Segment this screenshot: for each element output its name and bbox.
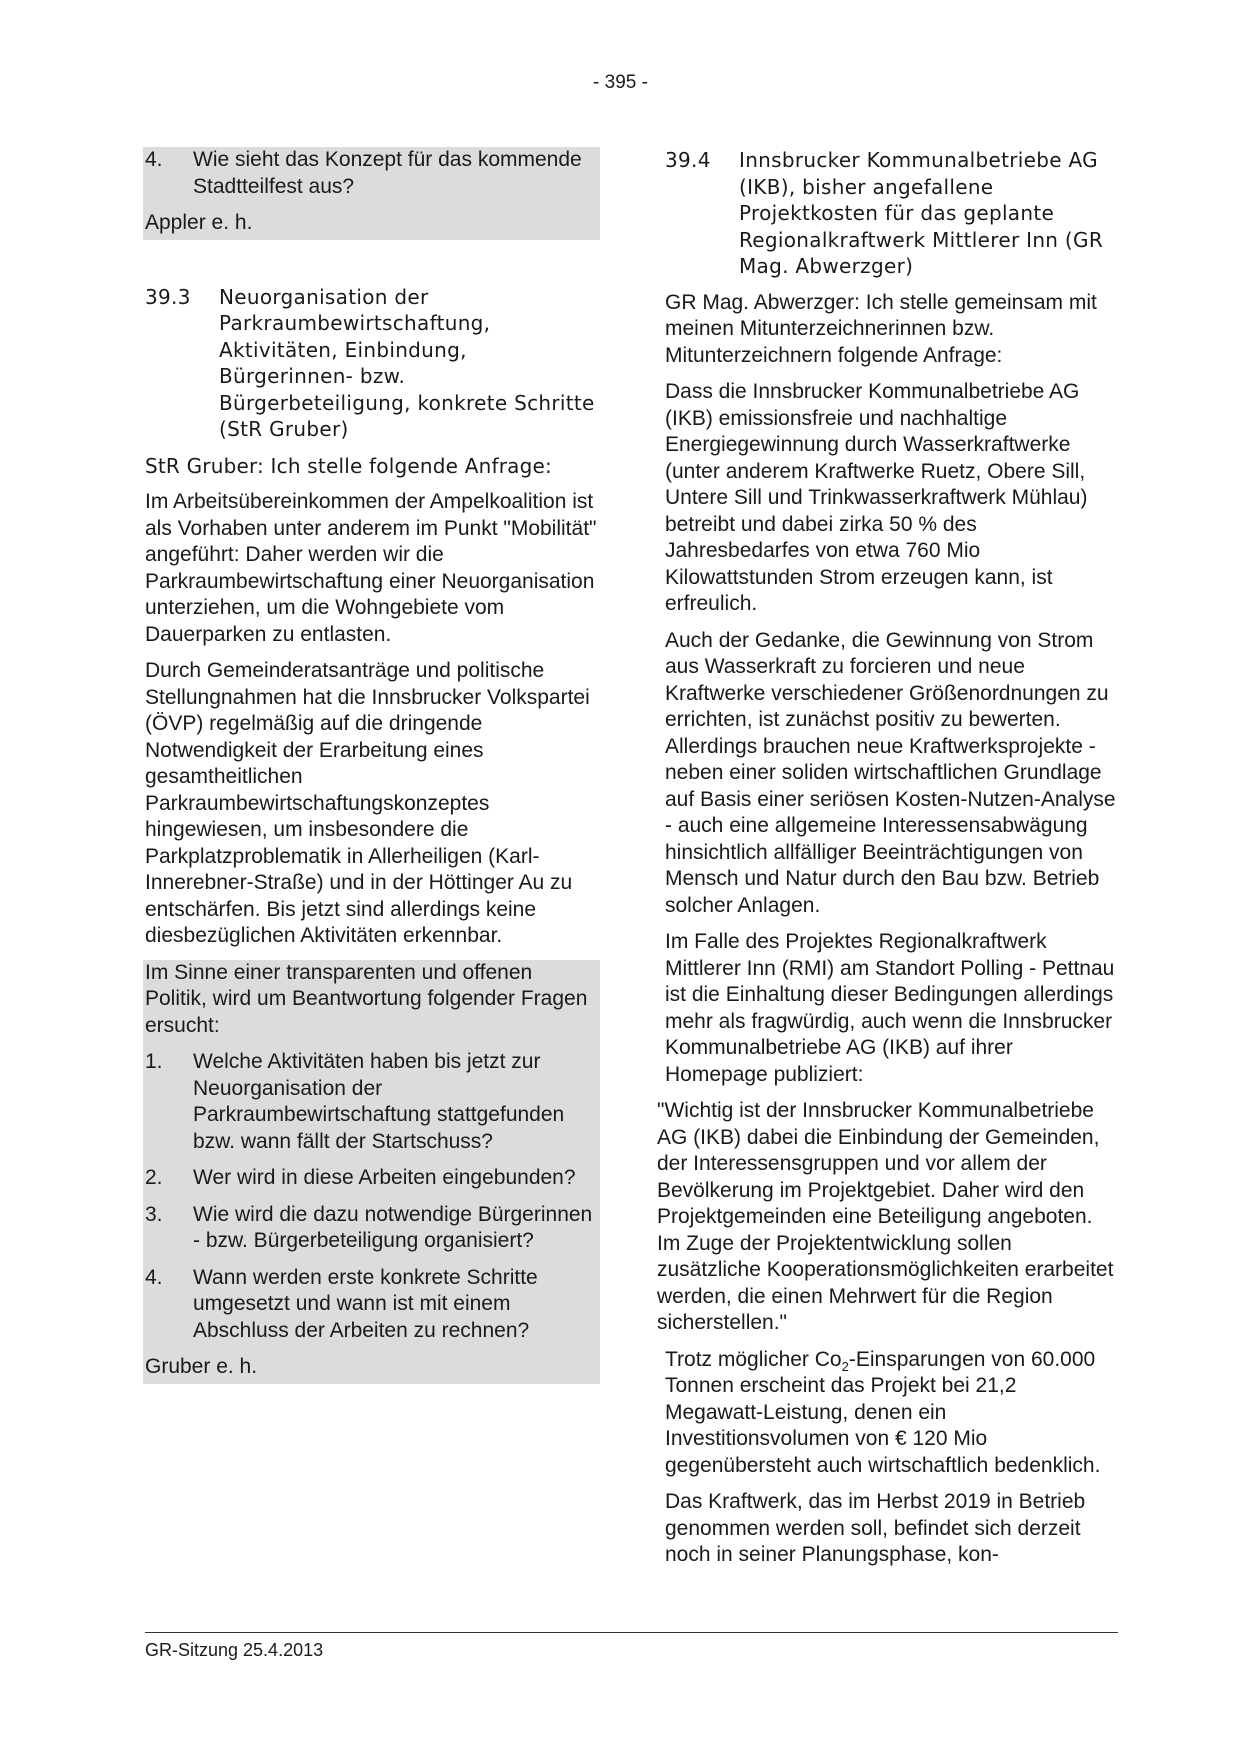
question-item	[145, 1202, 598, 1255]
section-heading-39-3	[145, 284, 600, 443]
question-text: Wer wird in diese Arbeiten eingebunden?	[193, 1166, 576, 1189]
paragraph: Durch Gemeinderatsanträge und politische Stellungnahmen hat die Innsbrucker Volkspartei (ÖVP) regelmäßig auf die dringende Notwendigkeit der Erarbeitung eines gesamtheitlichen Parkraumbewirtschaftungskonzeptes hingewiesen, um insbesondere die Parkplatzproblematik in Allerheiligen (Karl-Innerebner-Straße) und in der Höttinger Au zu entschärfen. Bis jetzt sind allerdings keine diesbezüglichen Aktivitäten erkennbar.	[145, 659, 590, 947]
question-4-box	[143, 147, 600, 240]
question-text: Wann werden erste konkrete Schritte umgesetzt und wann ist mit einem Abschluss der Arbeiten zu rechnen?	[193, 1265, 538, 1342]
question-text: Wie wird die dazu notwendige Bürgerinnen - bzw. Bürgerbeteiligung organisiert?	[193, 1202, 593, 1252]
question-text: Wie sieht das Konzept für das kommende Stadtteilfest aus?	[193, 148, 582, 198]
question-number: 3.	[145, 1202, 163, 1226]
section-number: 39.3	[145, 284, 191, 309]
footer-divider	[145, 1632, 1118, 1633]
paragraph: Im Falle des Projektes Regionalkraftwerk Mittlerer Inn (RMI) am Standort Polling - Pettnau ist die Einhaltung dieser Bedingungen allerdings mehr als fragwürdig, auch wenn die Innsbrucker Kommunalbetriebe AG (IKB) auf ihrer Homepage publiziert:	[665, 930, 1115, 1086]
quote: "Wichtig ist der Innsbrucker Kommunalbetriebe AG (IKB) dabei die Einbindung der Gemeinden, der Interessensgruppen und vor allem der Bevölkerung im Projektgebiet. Daher wird den Projektgemeinden eine Beteiligung angeboten. Im Zuge der Projektentwicklung sollen zusätzliche Kooperationsmöglichkeiten erarbeitet werden, die einen Mehrwert für die Region sicherstellen."	[657, 1099, 1114, 1334]
questions-box	[143, 960, 600, 1384]
question-text: Welche Aktivitäten haben bis jetzt zur Neuorganisation der Parkraumbewirtschaftung stattgefunden bzw. wann fällt der Startschuss?	[193, 1050, 565, 1153]
question-number: 1.	[145, 1050, 163, 1073]
paragraph: Auch der Gedanke, die Gewinnung von Strom aus Wasserkraft zu forcieren und neue Kraftwerke verschiedener Größenordnungen zu errichten, ist zunächst positiv zu bewerten. Allerdings brauchen neue Kraftwerksprojekte - neben einer soliden wirtschaftlichen Grundlage auf Basis einer seriösen Kosten-Nutzen-Analyse - auch eine allgemeine Interessensabwägung hinsichtlich allfälliger Beeinträchtigungen von Mensch und Natur durch den Bau bzw. Betrieb solcher Anlagen.	[665, 628, 1116, 917]
question-number: 2.	[145, 1166, 163, 1189]
footer-text: GR-Sitzung 25.4.2013	[145, 1640, 324, 1660]
question-item	[145, 1165, 598, 1192]
intro-text: GR Mag. Abwerzger: Ich stelle gemeinsam mit meinen Mitunterzeichnerinnen bzw. Mitunterzeichnern folgende Anfrage:	[665, 290, 1097, 367]
paragraph-part: Trotz möglicher Co	[665, 1347, 842, 1371]
paragraph-part: -Einsparungen von 60.000 Tonnen erscheint das Projekt bei 21,2 Megawatt-Leistung, denen ein Investitionsvolumen von € 120 Mio gegenübersteht auch wirtschaftlich bedenklich.	[665, 1347, 1101, 1477]
section-heading-39-4	[665, 147, 1120, 280]
signature: Gruber e. h.	[145, 1355, 258, 1378]
paragraph: Das Kraftwerk, das im Herbst 2019 in Betrieb genommen werden soll, befindet sich derzeit noch in seiner Planungsphase, kon-	[665, 1490, 1086, 1566]
right-column	[657, 147, 1120, 1579]
section-title: Neuorganisation der Parkraumbewirtschaftung, Aktivitäten, Einbindung, Bürgerinnen- bzw. Bürgerbeteiligung, konkrete Schritte (StR Gruber)	[219, 284, 595, 441]
signature: Appler e. h.	[145, 211, 253, 234]
question-number: 4.	[145, 1265, 163, 1289]
questions-intro: Im Sinne einer transparenten und offenen Politik, wird um Beantwortung folgender Fragen ersucht:	[145, 960, 588, 1037]
section-number: 39.4	[665, 148, 711, 172]
intro-text: StR Gruber: Ich stelle folgende Anfrage:	[145, 453, 552, 478]
page-number: - 395 -	[593, 72, 648, 93]
section-title: Innsbrucker Kommunalbetriebe AG (IKB), bisher angefallene Projektkosten für das geplante Regionalkraftwerk Mittlerer Inn (GR Mag. Abwerzger)	[739, 148, 1104, 278]
question-number: 4.	[145, 148, 163, 171]
paragraph: Im Arbeitsübereinkommen der Ampelkoalition ist als Vorhaben unter anderem im Punkt "Mobilität" angeführt: Daher werden wir die Parkraumbewirtschaftung einer Neuorganisation unterziehen, um die Wohngebiete vom Dauerparken zu entlasten.	[145, 490, 597, 646]
paragraph	[665, 1347, 1120, 1480]
left-column	[145, 147, 600, 1384]
paragraph: Dass die Innsbrucker Kommunalbetriebe AG (IKB) emissionsfreie und nachhaltige Energiegewinnung durch Wasserkraftwerke (unter anderem Kraftwerke Ruetz, Obere Sill, Untere Sill und Trinkwasserkraftwerk Mühlau) betreibt und dabei zirka 50 % des Jahresbedarfes von etwa 760 Mio Kilowattstunden Strom erzeugen kann, ist erfreulich.	[665, 380, 1088, 615]
question-item	[145, 1049, 598, 1155]
subscript: 2	[841, 1358, 849, 1374]
question-item	[145, 1265, 598, 1345]
question-item	[145, 147, 598, 200]
